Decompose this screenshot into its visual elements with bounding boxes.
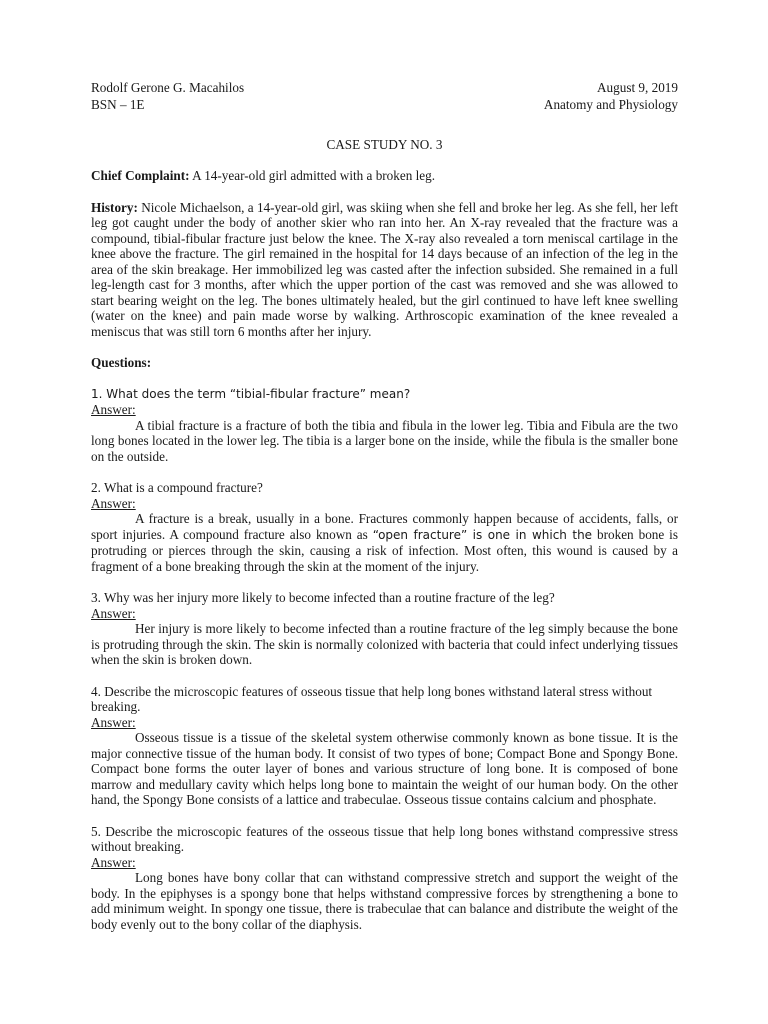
student-name: Rodolf Gerone G. Macahilos [91, 80, 245, 95]
question-block-5 [91, 824, 678, 933]
answer-label: Answer: [91, 605, 136, 621]
question-block-3 [91, 590, 678, 668]
question-text: 3. Why was her injury more likely to become infected than a routine fracture of the leg? [91, 590, 555, 605]
student-course: BSN – 1E [91, 97, 145, 112]
subject-name: Anatomy and Physiology [543, 97, 678, 112]
history-paragraph [91, 200, 678, 340]
questions-heading: Questions: [91, 355, 152, 370]
answer-label: Answer: [91, 714, 136, 730]
question-text: 5. Describe the microscopic features of the osseous tissue that help long bones withstand compressive stress without breaking. [91, 823, 678, 854]
chief-complaint-text: A 14-year-old girl admitted with a broken leg. [189, 168, 436, 183]
question-block-2 [91, 480, 678, 574]
question-text: 1. What does the term “tibial-fibular fracture” mean? [91, 386, 411, 401]
chief-complaint-label: Chief Complaint: [91, 168, 190, 183]
document-page [91, 80, 678, 932]
header-row-2 [91, 97, 678, 114]
document-date: August 9, 2019 [597, 80, 678, 95]
question-text: 4. Describe the microscopic features of osseous tissue that help long bones withstand lateral stress without breaking. [91, 683, 653, 714]
answer-label: Answer: [91, 495, 136, 511]
header-row-1 [91, 80, 678, 97]
question-block-4 [91, 684, 678, 808]
question-text: 2. What is a compound fracture? [91, 480, 263, 495]
answer-text: Her injury is more likely to become infected than a routine fracture of the leg simply because the bone is protruding through the skin. The skin is normally colonized with bacteria that could infect underlying tissues when the skin is broken down. [91, 621, 678, 667]
history-text: Nicole Michaelson, a 14-year-old girl, was skiing when she fell and broke her leg. As she fell, her left leg got caught under the body of another skier who ran into her. An X-ray revealed that the fracture was a compound, tibial-fibular fracture just below the knee. The X-ray also revealed a torn meniscal cartilage in the knee above the fracture. The girl remained in the hospital for 14 days because of an infection of the leg in the area of the skin breakage. Her immobilized leg was casted after the infection subsided. She remained in a full leg-length cast for 3 months, after which the upper portion of the cast was removed and she was allowed to start bearing weight on the leg. The bones ultimately healed, but the girl continued to have left knee swelling (water on the knee) and pain made worse by walking. Arthroscopic examination of the knee revealed a meniscus that was still torn 6 months after her injury. [91, 199, 678, 339]
question-block-1 [91, 387, 678, 465]
answer-text: A fracture is a break, usually in a bone. Fractures commonly happen because of accidents, falls, or sport injuries. A compound fracture also known as “open fracture” is one in which the broken bone is protruding or pierces through the skin, causing a risk of infection. Most often, this wound is caused by a fragment of a bone breaking through the skin at the moment of the injury. [91, 511, 678, 574]
answer-text: Long bones have bony collar that can withstand compressive stretch and support the weight of the body. In the epiphyses is a spongy bone that helps withstand compressive forces by strengthening a bone to add minimum weight. In spongy one tissue, there is trabeculae that can balance and distribute the weight of the body evenly out to the bony collar of the diaphysis. [91, 870, 678, 932]
answer-label: Answer: [91, 854, 136, 870]
chief-complaint [91, 168, 678, 184]
answer-text: A tibial fracture is a fracture of both the tibia and fibula in the lower leg. Tibia and Fibula are the two long bones located in the lower leg. The tibia is a larger bone on the inside, while the fibula is the smaller bone on the outside. [91, 417, 678, 464]
page-title: CASE STUDY NO. 3 [326, 137, 443, 152]
answer-text: Osseous tissue is a tissue of the skeletal system otherwise commonly known as bone tissue. It is the major connective tissue of the human body. It consist of two types of bone; Compact Bone and Spongy Bone. Compact bone forms the outer layer of bones and various structure of long bone. It is composed of bone marrow and medullary cavity which helps long bone to maintain the weight of our human body. On the other hand, the Spongy Bone consists of a lattice and trabeculae. Osseous tissue contains calcium and phosphate. [91, 730, 678, 807]
history-label: History: [91, 199, 138, 215]
answer-label: Answer: [91, 402, 136, 417]
